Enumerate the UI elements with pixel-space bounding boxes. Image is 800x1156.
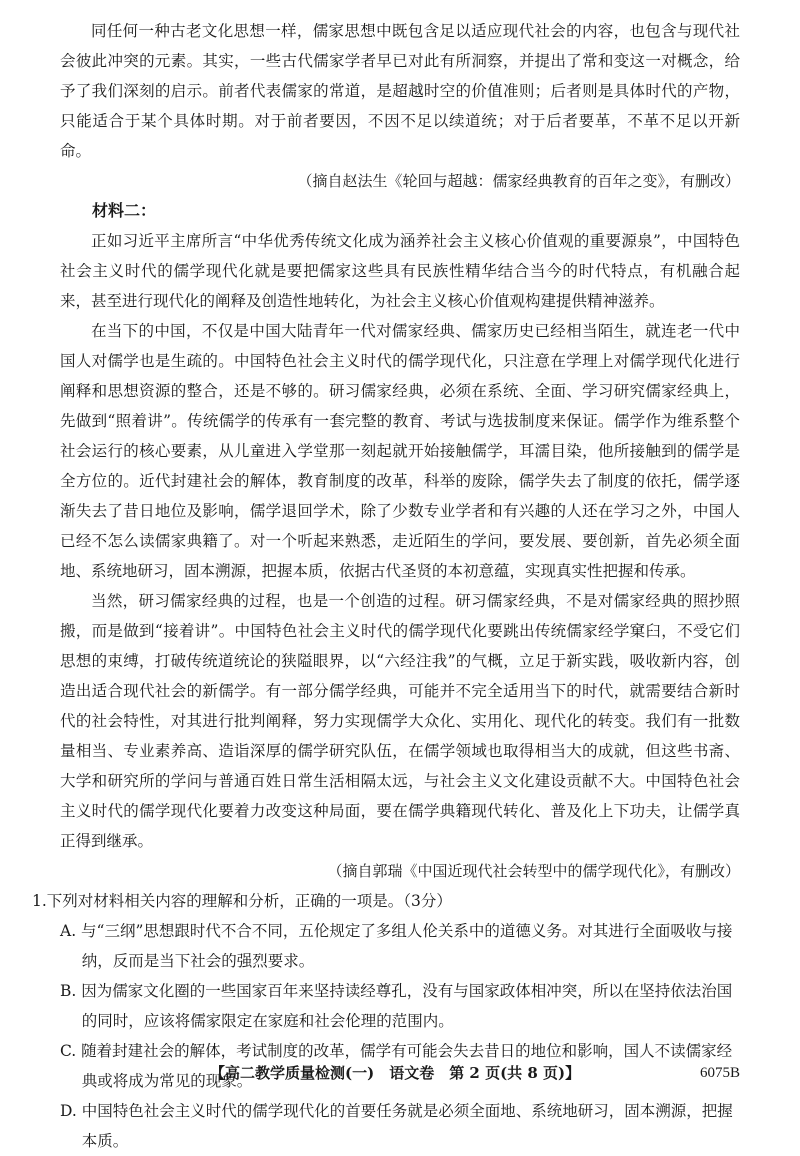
material2-paragraph-2: 在当下的中国，不仅是中国大陆青年一代对儒家经典、儒家历史已经相当陌生，就连老一代中国人对儒学也是生疏的。中国特色社会主义时代的儒学现代化，只注意在学理上对儒学现代化进行阐释和思想资源的整合，还是不够的。研习儒家经典，必须在系统、全面、学习研究儒家经典上，先做到“照着讲”。传统儒学的传承有一套完整的教育、考试与选拔制度来保证。儒学作为维系整个社会运行的核心要素，从儿童进入学堂那一刻起就开始接触儒学，耳濡目染，他所接触到的儒学是全方位的。近代封建社会的解体，教育制度的改革，科举的废除，儒学失去了制度的依托，儒学逐渐失去了昔日地位及影响，儒学退回学术，除了少数专业学者和有兴趣的人还在学习之外，中国人已经不怎么读儒家典籍了。对一个听起来熟悉，走近陌生的学问，要发展、要创新，首先必须全面地、系统地研习，固本溯源，把握本质，依据古代圣贤的本初意蕴，实现真实性把握和传承。 (60, 322, 740, 580)
question-1-option-a: A. 与“三纲”思想跟时代不合不同，五伦规定了多组人伦关系中的道德义务。对其进行全面吸收与接纳，反而是当下社会的强烈要求。 (60, 922, 733, 970)
material2-source: （摘自郭瑞《中国近现代社会转型中的儒学现代化》，有删改） (327, 862, 740, 880)
page-footer (0, 1058, 800, 1088)
material1-source: （摘自赵法生《轮回与超越：儒家经典教育的百年之变》，有删改） (297, 172, 740, 190)
footer-exam-info: 【高二教学质量检测(一) 语文卷 第 2 页(共 8 页)】 (210, 1064, 581, 1082)
question-1-stem: 1.下列对材料相关内容的理解和分析，正确的一项是。（3分） (32, 892, 452, 910)
material2-paragraph-3: 当然，研习儒家经典的过程，也是一个创造的过程。研习儒家经典，不是对儒家经典的照抄照搬，而是做到“接着讲”。中国特色社会主义时代的儒学现代化要跳出传统儒家经学窠臼，不受它们思想的束缚，打破传统道统论的狭隘眼界，以“六经注我”的气概，立足于新实践，吸收新内容，创造出适合现代社会的新儒学。有一部分儒学经典，可能并不完全适用当下的时代，就需要结合新时代的社会特性，对其进行批判阐释，努力实现儒学大众化、实用化、现代化的转变。我们有一批数量相当、专业素养高、造诣深厚的儒学研究队伍，在儒学领域也取得相当大的成就，但这些书斋、大学和研究所的学问与普通百姓日常生活相隔太远，与社会主义文化建设贡献不大。中国特色社会主义时代的儒学现代化要着力改变这种局面，要在儒学典籍现代转化、普及化上下功夫，让儒学真正得到继承。 (60, 592, 740, 850)
question-1-option-c: C. 随着封建社会的解体，考试制度的改革，儒学有可能会失去昔日的地位和影响，国人不读儒家经典或将成为常见的现象。 (60, 1042, 733, 1090)
material2-paragraph-1: 正如习近平主席所言“中华优秀传统文化成为涵养社会主义核心价值观的重要源泉”，中国特色社会主义时代的儒学现代化就是要把儒家这些具有民族性精华结合当今的时代特点，有机融合起来，甚至进行现代化的阐释及创造性地转化，为社会主义核心价值观构建提供精神滋养。 (60, 232, 740, 310)
question-1-option-b: B. 因为儒家文化圈的一些国家百年来坚持读经尊孔，没有与国家政体相冲突，所以在坚持依法治国的同时，应该将儒家限定在家庭和社会伦理的范围内。 (60, 982, 733, 1030)
material2-label: 材料二： (92, 201, 157, 220)
material1-continuation: 同任何一种古老文化思想一样，儒家思想中既包含足以适应现代社会的内容，也包含与现代社会彼此冲突的元素。其实，一些古代儒家学者早已对此有所洞察，并提出了常和变这一对概念，给予了我们深刻的启示。前者代表儒家的常道，是超越时空的价值准则；后者则是具体时代的产物，只能适合于某个具体时期。对于前者要因，不因不足以续道统；对于后者要革，不革不足以开新命。 (60, 22, 740, 160)
question-1-option-d: D. 中国特色社会主义时代的儒学现代化的首要任务就是必须全面地、系统地研习，固本溯源，把握本质。 (60, 1102, 733, 1150)
footer-paper-code: 6075B (699, 1065, 740, 1081)
